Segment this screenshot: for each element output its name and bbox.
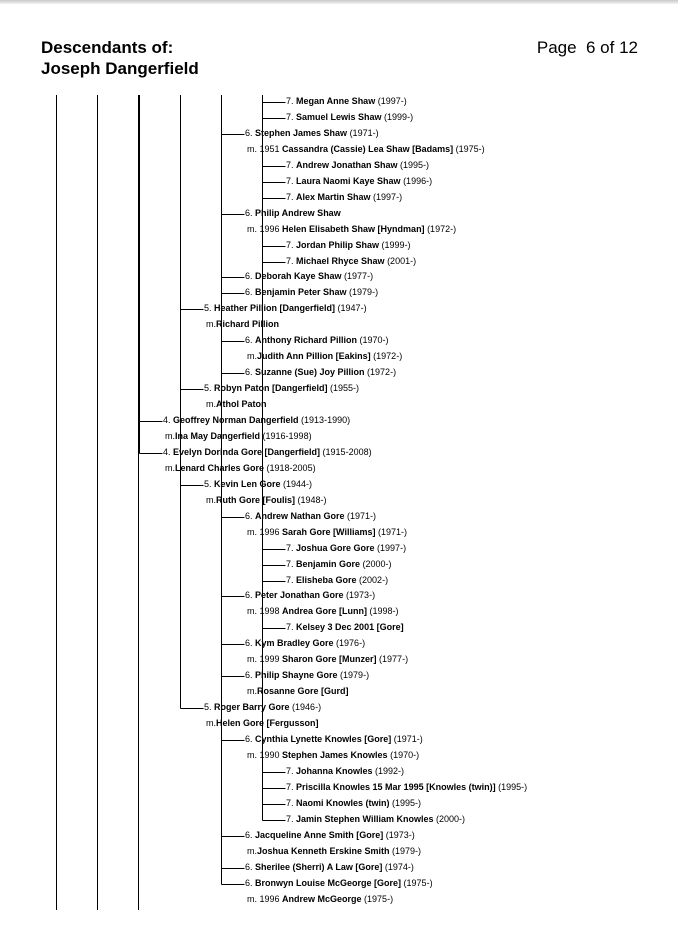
- person-name: Robyn Paton [Dangerfield]: [214, 383, 328, 394]
- person-name: Roger Barry Gore: [214, 702, 290, 713]
- person-name: Sarah Gore [Williams]: [282, 526, 376, 537]
- descendant-entry: [163, 447, 372, 458]
- person-name: Richard Pillion: [216, 319, 280, 330]
- descendant-entry: [204, 383, 359, 394]
- spouse-entry: [165, 431, 312, 442]
- generation-number: 6.: [245, 590, 256, 601]
- person-name: Andrew McGeorge: [282, 893, 362, 904]
- person-name: Kevin Len Gore: [214, 478, 281, 489]
- life-dates: (1948-): [295, 494, 327, 505]
- person-name: Geoffrey Norman Dangerfield: [173, 415, 299, 425]
- marriage-prefix: m.: [206, 319, 216, 330]
- life-dates: (1973-): [383, 829, 415, 840]
- spouse-entry: [247, 894, 393, 905]
- marriage-prefix: m.: [165, 430, 175, 441]
- spouse-entry: [165, 463, 316, 474]
- life-dates: (1992-): [372, 765, 405, 776]
- life-dates: (1975-): [401, 877, 433, 888]
- generation-number: 6.: [245, 734, 256, 744]
- life-dates: (1997-): [375, 96, 407, 106]
- descendant-entry: [245, 287, 378, 298]
- descendant-entry: [245, 670, 369, 681]
- life-dates: (1970-): [387, 749, 420, 760]
- person-name: Andrew Jonathan Shaw: [296, 159, 398, 170]
- descendant-entry: [245, 208, 341, 219]
- marriage-prefix: m. 1990: [247, 749, 283, 760]
- generation-number: 7.: [286, 574, 297, 585]
- spouse-entry: [206, 319, 279, 330]
- descendant-entry: [245, 367, 396, 378]
- marriage-prefix: m.: [206, 399, 216, 410]
- generation-number: 7.: [286, 765, 297, 776]
- marriage-prefix: m. 1998: [247, 606, 283, 617]
- person-name: Helen Gore [Fergusson]: [216, 718, 319, 729]
- descendant-entry: [245, 830, 415, 841]
- spouse-entry: [247, 606, 399, 617]
- generation-number: 7.: [286, 797, 297, 808]
- person-name: Jacqueline Anne Smith [Gore]: [255, 829, 384, 840]
- person-name: Sherilee (Sherri) A Law [Gore]: [255, 861, 383, 872]
- descendant-entry: [286, 240, 411, 251]
- person-name: Cynthia Lynette Knowles [Gore]: [255, 734, 392, 744]
- person-name: Helen Elisabeth Shaw [Hyndman]: [282, 223, 425, 234]
- person-name: Michael Rhyce Shaw: [296, 255, 385, 266]
- descendant-entry: [245, 878, 433, 889]
- life-dates: (1944-): [280, 478, 313, 489]
- generation-number: 5.: [204, 478, 215, 489]
- person-name: Deborah Kaye Shaw: [255, 271, 342, 282]
- generation-number: 5.: [204, 702, 215, 713]
- marriage-prefix: m.: [247, 686, 257, 697]
- marriage-prefix: m. 1996: [247, 526, 283, 537]
- person-name: Ruth Gore [Foulis]: [216, 494, 295, 505]
- generation-number: 6.: [245, 829, 256, 840]
- marriage-prefix: m.: [206, 718, 216, 729]
- generation-number: 6.: [245, 271, 256, 282]
- life-dates: (2000-): [433, 813, 465, 824]
- spouse-entry: [247, 224, 456, 235]
- spouse-entry: [206, 495, 327, 506]
- person-name: Suzanne (Sue) Joy Pillion: [255, 367, 365, 378]
- life-dates: (1913-1990): [298, 415, 351, 425]
- life-dates: (1974-): [382, 861, 414, 872]
- life-dates: (1971-): [347, 127, 379, 138]
- generation-number: 7.: [286, 159, 297, 170]
- marriage-prefix: m.: [247, 845, 257, 856]
- descendant-entry: [245, 862, 414, 873]
- descendant-entry: [286, 782, 527, 793]
- descendant-entry: [163, 415, 350, 426]
- life-dates: (1915-2008): [320, 446, 372, 457]
- marriage-prefix: m. 1999: [247, 654, 283, 665]
- person-name: Joshua Kenneth Erskine Smith: [257, 845, 390, 856]
- descendant-entry: [286, 575, 388, 586]
- generation-number: 6.: [245, 670, 256, 681]
- life-dates: (1997-): [370, 191, 403, 202]
- generation-number: 5.: [204, 303, 215, 314]
- person-name: Ina May Dangerfield: [175, 430, 261, 441]
- person-name: Evelyn Dorinda Gore [Dangerfield]: [173, 446, 321, 457]
- generation-number: 7.: [286, 542, 297, 553]
- person-name: Alex Martin Shaw: [296, 191, 371, 202]
- generation-number: 6.: [245, 877, 256, 888]
- marriage-prefix: m. 1996: [247, 893, 283, 904]
- life-dates: (1972-): [364, 367, 397, 378]
- person-name: Megan Anne Shaw: [296, 96, 376, 106]
- spouse-entry: [247, 846, 421, 857]
- life-dates: (1995-): [495, 781, 528, 792]
- person-name: Elisheba Gore: [296, 574, 357, 585]
- generation-number: 4.: [163, 415, 174, 425]
- life-dates: (2000-): [360, 558, 392, 569]
- person-name: Judith Ann Pillion [Eakins]: [257, 351, 371, 362]
- descendant-entry: [286, 112, 413, 123]
- generation-number: 6.: [245, 367, 256, 378]
- descendant-entry: [286, 766, 404, 777]
- life-dates: (1946-): [289, 702, 322, 713]
- descendant-entry: [286, 160, 429, 171]
- life-dates: (1972-): [424, 223, 457, 234]
- person-name: Stephen James Knowles: [282, 749, 388, 760]
- generation-number: 7.: [286, 191, 297, 202]
- generation-number: 7.: [286, 255, 297, 266]
- life-dates: (1918-2005): [264, 462, 316, 473]
- life-dates: (2001-): [384, 255, 417, 266]
- generation-number: 7.: [286, 558, 297, 569]
- life-dates: (1996-): [400, 175, 433, 186]
- person-name: Andrea Gore [Lunn]: [282, 606, 368, 617]
- life-dates: (1975-): [453, 143, 485, 154]
- person-name: Samuel Lewis Shaw: [296, 111, 382, 122]
- descendant-entry: [204, 303, 367, 314]
- life-dates: (1975-): [361, 893, 394, 904]
- life-dates: (1999-): [379, 239, 411, 250]
- life-dates: (1972-): [370, 351, 403, 362]
- marriage-prefix: m.: [206, 494, 216, 505]
- person-name: Kym Bradley Gore: [255, 638, 334, 649]
- life-dates: (1995-): [397, 159, 430, 170]
- descendant-entry: [245, 590, 375, 601]
- life-dates: (1955-): [327, 383, 360, 394]
- descendant-entry: [245, 638, 365, 649]
- life-dates: (1916-1998): [260, 430, 312, 441]
- person-name: Cassandra (Cassie) Lea Shaw [Badams]: [282, 143, 454, 154]
- generation-number: 6.: [245, 638, 256, 649]
- generation-number: 6.: [245, 287, 256, 298]
- descendant-entry: [245, 511, 376, 522]
- descendant-entry: [286, 798, 421, 809]
- life-dates: (1995-): [389, 797, 422, 808]
- person-name: Laura Naomi Kaye Shaw: [296, 175, 401, 186]
- life-dates: (1947-): [335, 303, 367, 314]
- generation-number: 6.: [245, 127, 256, 138]
- person-name: Stephen James Shaw: [255, 127, 348, 138]
- marriage-prefix: m.: [165, 462, 175, 473]
- person-name: Sharon Gore [Munzer]: [282, 654, 377, 665]
- descendant-entry: [245, 734, 423, 745]
- life-dates: (1971-): [391, 734, 423, 744]
- person-name: Bronwyn Louise McGeorge [Gore]: [255, 877, 402, 888]
- life-dates: (1997-): [374, 542, 407, 553]
- descendant-entry: [286, 559, 392, 570]
- person-name: Johanna Knowles: [296, 765, 373, 776]
- person-name: Athol Paton: [216, 399, 267, 410]
- person-name: Kelsey 3 Dec 2001 [Gore]: [296, 622, 404, 633]
- generation-number: 7.: [286, 111, 297, 122]
- generation-number: 7.: [286, 96, 297, 106]
- life-dates: (1998-): [367, 606, 399, 617]
- person-name: Benjamin Gore: [296, 558, 361, 569]
- descendant-entry: [286, 96, 407, 107]
- generation-number: 7.: [286, 781, 297, 792]
- spouse-entry: [247, 527, 407, 538]
- spouse-entry: [247, 686, 349, 697]
- descendant-entry: [245, 271, 373, 282]
- generation-number: 7.: [286, 813, 297, 824]
- generation-number: 7.: [286, 622, 297, 633]
- descendant-entry: [286, 176, 432, 187]
- spouse-entry: [247, 654, 408, 665]
- descendant-entry: [286, 256, 416, 267]
- descendant-entry: [286, 543, 406, 554]
- descendant-entry: [245, 335, 389, 346]
- generation-number: 7.: [286, 239, 297, 250]
- life-dates: (1999-): [381, 111, 414, 122]
- person-name: Anthony Richard Pillion: [255, 335, 358, 346]
- generation-number: 5.: [204, 383, 215, 394]
- person-name: Benjamin Peter Shaw: [255, 287, 347, 298]
- spouse-entry: [247, 144, 485, 155]
- life-dates: (1977-): [376, 654, 409, 665]
- life-dates: (2002-): [356, 574, 389, 585]
- life-dates: (1979-): [346, 287, 379, 298]
- person-name: Philip Shayne Gore: [255, 670, 338, 681]
- person-name: Priscilla Knowles 15 Mar 1995 [Knowles (twin)]: [296, 781, 496, 792]
- life-dates: (1971-): [344, 510, 377, 521]
- descendant-entry: [286, 814, 465, 825]
- marriage-prefix: m. 1996: [247, 223, 283, 234]
- life-dates: (1973-): [343, 590, 376, 601]
- life-dates: (1977-): [341, 271, 374, 282]
- life-dates: (1970-): [357, 335, 389, 346]
- person-name: Naomi Knowles (twin): [296, 797, 390, 808]
- person-name: Heather Pillion [Dangerfield]: [214, 303, 336, 314]
- generation-number: 6.: [245, 335, 256, 346]
- person-name: Andrew Nathan Gore: [255, 510, 345, 521]
- person-name: Jordan Philip Shaw: [296, 239, 380, 250]
- generation-number: 4.: [163, 446, 174, 457]
- life-dates: (1971-): [375, 526, 407, 537]
- spouse-entry: [247, 351, 402, 362]
- generation-number: 6.: [245, 510, 256, 521]
- person-name: Peter Jonathan Gore: [255, 590, 344, 601]
- report-title-line2: Joseph Dangerfield: [41, 59, 199, 78]
- marriage-prefix: m. 1951: [247, 143, 283, 154]
- spouse-entry: [247, 750, 419, 761]
- life-dates: (1979-): [389, 845, 422, 856]
- life-dates: (1979-): [337, 670, 370, 681]
- person-name: Joshua Gore Gore: [296, 542, 375, 553]
- spouse-entry: [206, 718, 319, 729]
- descendant-entry: [204, 702, 321, 713]
- marriage-prefix: m.: [247, 351, 257, 362]
- person-name: Jamin Stephen William Knowles: [296, 813, 434, 824]
- descendant-entry: [286, 192, 402, 203]
- descendant-entry: [204, 479, 312, 490]
- person-name: Rosanne Gore [Gurd]: [257, 686, 349, 697]
- descendant-entry: [245, 128, 379, 139]
- generation-number: 6.: [245, 861, 256, 872]
- descendant-entry: [286, 622, 404, 633]
- report-title-line1: Descendants of:: [41, 38, 174, 57]
- page-number: Page 6 of 12: [536, 38, 638, 57]
- life-dates: (1976-): [333, 638, 366, 649]
- generation-number: 7.: [286, 175, 297, 186]
- generation-number: 6.: [245, 207, 256, 218]
- person-name: Philip Andrew Shaw: [255, 207, 341, 218]
- person-name: Lenard Charles Gore: [175, 462, 265, 473]
- spouse-entry: [206, 399, 267, 410]
